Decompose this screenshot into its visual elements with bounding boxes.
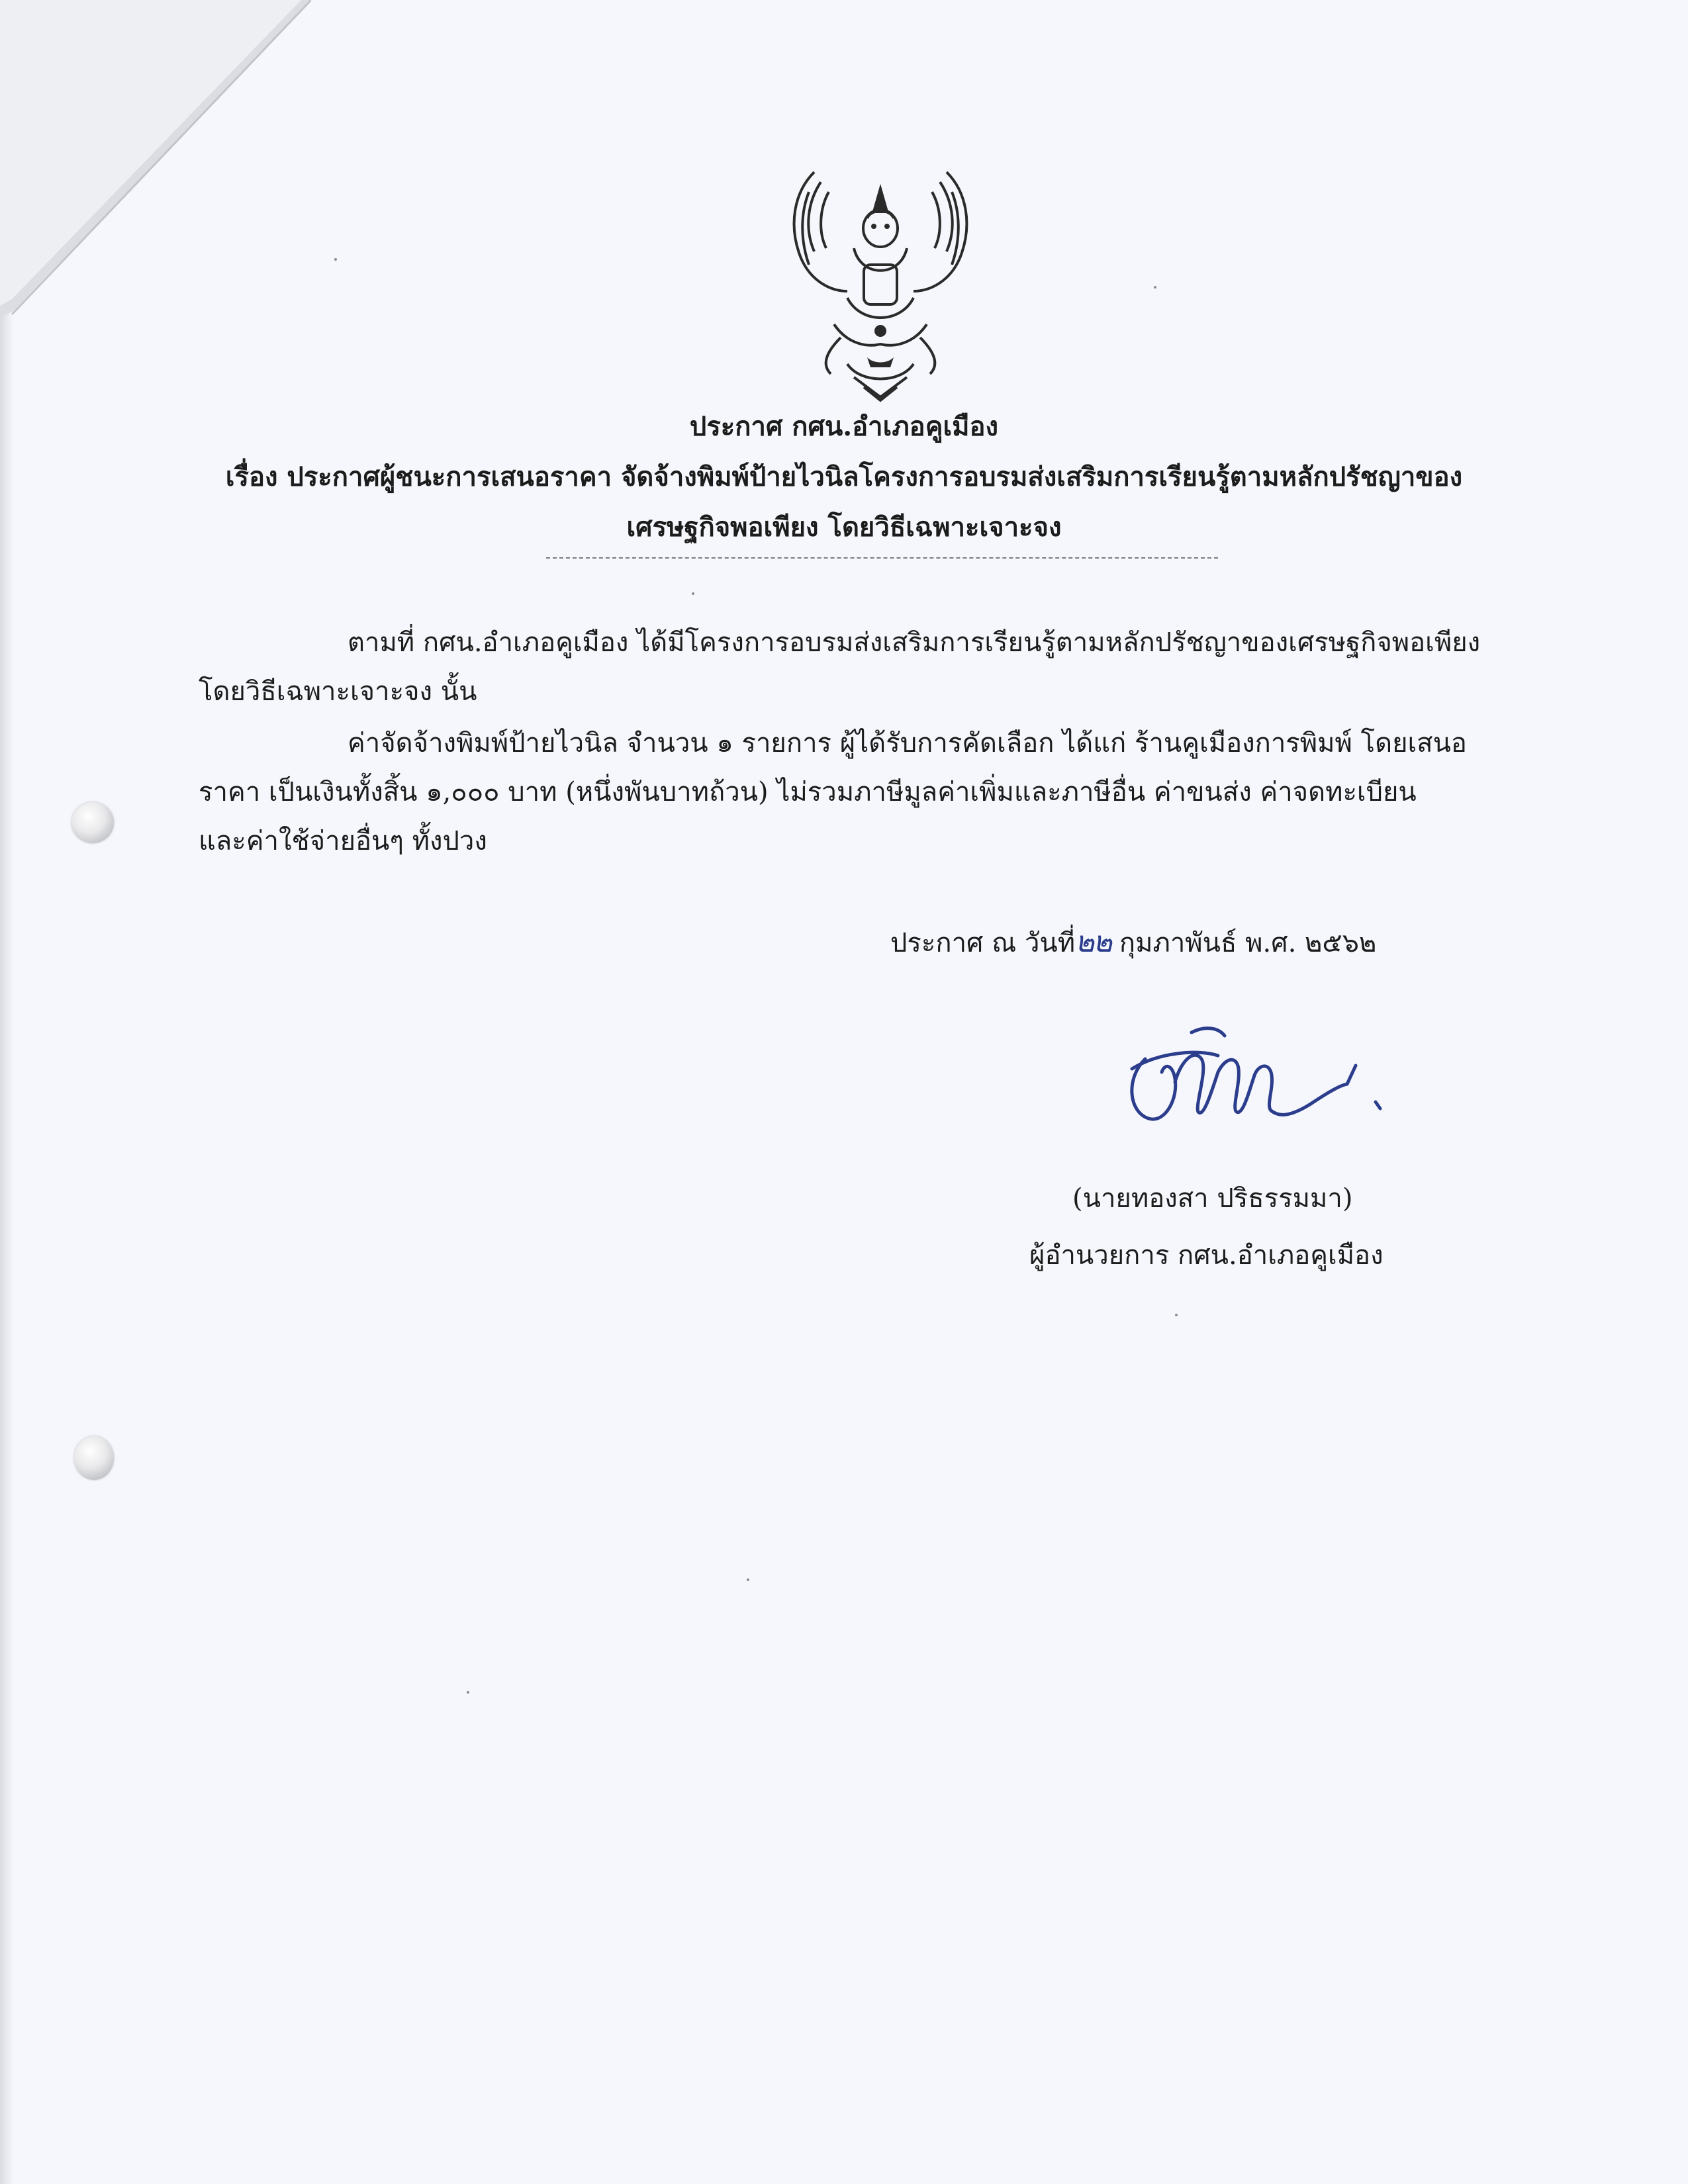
announcement-date [890,919,1376,965]
scan-speck [334,258,337,261]
scan-speck [747,1578,749,1581]
paragraph-1-line-1: ตามที่ กศน.อำเภอคูเมือง ได้มีโครงการอบรมส่งเสริมการเรียนรู้ตามหลักปรัชญาของเศรษฐกิจพอเพียง [348,627,1481,658]
paragraph-2-line-3: และค่าใช้จ่ายอื่นๆ ทั้งปวง [199,826,487,856]
signer-name: (นายทองสา ปริธรรมมา) [1072,1183,1353,1214]
date-prefix: ประกาศ ณ วันที่ [890,928,1076,958]
date-day-handwritten: ๒๒ [1075,925,1111,959]
paragraph-2-line-2: ราคา เป็นเงินทั้งสิ้น ๑,๐๐๐ บาท (หนึ่งพันบาทถ้วน) ไม่รวมภาษีมูลค่าเพิ่มและภาษีอื่น ค่าขนส่ง ค่าจดทะเบียน [199,777,1417,807]
scan-speck [1154,286,1156,289]
paragraph-1-line-2: โดยวิธีเฉพาะเจาะจง นั้น [199,676,477,707]
scan-speck [467,1691,469,1694]
subject-line-2: เศรษฐกิจพอเพียง โดยวิธีเฉพาะเจาะจง [626,512,1062,543]
garuda-emblem-icon [768,165,993,404]
signer-title: ผู้อำนวยการ กศน.อำเภอคูเมือง [1029,1240,1383,1271]
dashed-separator [546,557,1218,559]
paragraph-2-line-1: ค่าจัดจ้างพิมพ์ป้ายไวนิล จำนวน ๑ รายการ ผู้ได้รับการคัดเลือก ได้แก่ ร้านคูเมืองการพิมพ์ โดยเสนอ [348,728,1467,758]
scan-left-edge [0,0,13,2184]
folded-corner [0,0,311,318]
announcement-title: ประกาศ กศน.อำเภอคูเมือง [689,411,999,442]
date-suffix: กุมภาพันธ์ พ.ศ. ๒๕๖๒ [1111,928,1377,958]
handwritten-signature [1119,1019,1403,1138]
subject-line-1: เรื่อง ประกาศผู้ชนะการเสนอราคา จัดจ้างพิมพ์ป้ายไวนิลโครงการอบรมส่งเสริมการเรียนรู้ตามหลักปรัชญาของ [225,461,1463,492]
punch-hole-top [71,802,114,843]
scan-speck [1175,1314,1178,1316]
scan-speck [692,592,694,595]
punch-hole-bottom [74,1436,114,1480]
